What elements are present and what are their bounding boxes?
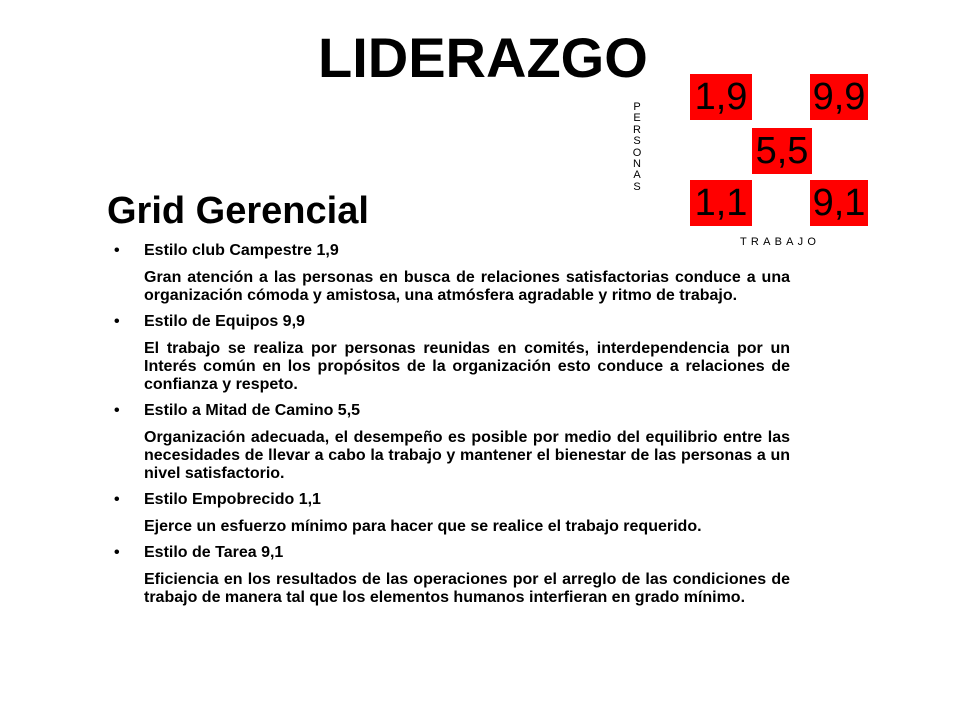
- style-heading: • Estilo club Campestre 1,9: [110, 242, 790, 260]
- y-axis-label: PERSONAS: [632, 101, 642, 193]
- styles-list: [110, 242, 790, 615]
- style-description: Ejerce un esfuerzo mínimo para hacer que se realice el trabajo requerido.: [144, 518, 702, 535]
- style-description: El trabajo se realiza por personas reunidas en comités, interdependencia por un Interés común en los propósitos de la organización esto conduce a relaciones de confianza y respeto.: [144, 340, 790, 393]
- style-heading: • Estilo Empobrecido 1,1: [110, 491, 790, 509]
- style-heading: • Estilo de Tarea 9,1: [110, 544, 790, 562]
- x-axis-label: TRABAJO: [740, 236, 821, 248]
- style-description: Eficiencia en los resultados de las operaciones por el arreglo de las condiciones de trabajo de manera tal que los elementos humanos interfieran en grado mínimo.: [144, 571, 790, 606]
- grid-cell-9-1: 9,1: [810, 180, 868, 226]
- style-item-9-1: [110, 544, 790, 607]
- style-heading: • Estilo a Mitad de Camino 5,5: [110, 402, 790, 420]
- style-heading: • Estilo de Equipos 9,9: [110, 313, 790, 331]
- style-item-9-9: [110, 313, 790, 394]
- style-item-5-5: [110, 402, 790, 483]
- style-description: Gran atención a las personas en busca de relaciones satisfactorias conduce a una organización cómoda y amistosa, una atmósfera agradable y ritmo de trabajo.: [144, 269, 790, 304]
- style-item-1-9: [110, 242, 790, 305]
- page-title: LIDERAZGO: [318, 26, 648, 89]
- grid-cell-1-1: 1,1: [690, 180, 752, 226]
- style-item-1-1: [110, 491, 790, 536]
- grid-cell-5-5: 5,5: [752, 128, 812, 174]
- grid-cell-9-9: 9,9: [810, 74, 868, 120]
- section-title: Grid Gerencial: [107, 190, 369, 232]
- grid-cell-1-9: 1,9: [690, 74, 752, 120]
- style-description: Organización adecuada, el desempeño es posible por medio del equilibrio entre las necesidades de llevar a cabo la trabajo y mantener el bienestar de las personas a un nivel satisfactorio.: [144, 429, 790, 482]
